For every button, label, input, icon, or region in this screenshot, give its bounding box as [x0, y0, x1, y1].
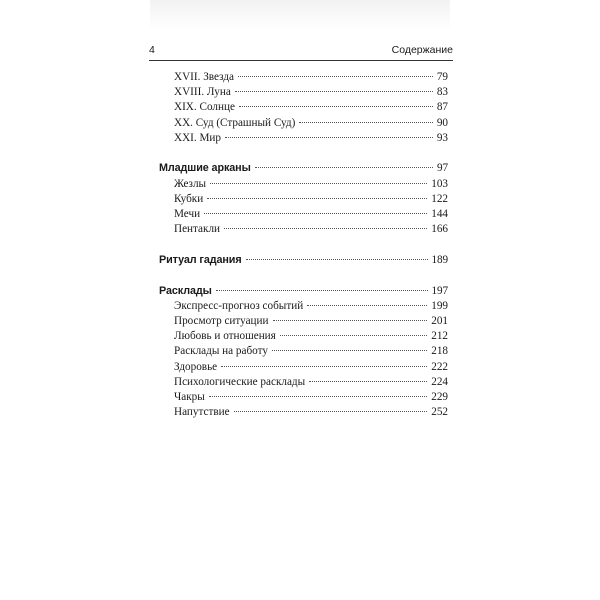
toc-entry-label: Расклады на работу: [174, 345, 268, 358]
toc-entry-label: XVII. Звезда: [174, 71, 235, 83]
page-top-edge: [150, 0, 450, 30]
toc-entry-page: 93: [436, 131, 448, 144]
toc-entry[interactable]: [159, 375, 448, 390]
toc-entry[interactable]: [159, 192, 448, 207]
toc-entry-label: Любовь и отношения: [174, 330, 276, 343]
toc-entry-page: 222: [431, 360, 448, 373]
toc-entry-label: Просмотр ситуации: [174, 314, 269, 327]
toc-entry-label: XXI. Мир: [174, 131, 222, 144]
dot-leader: [238, 76, 433, 77]
toc-section-label: Расклады: [159, 284, 212, 297]
toc-entry-page: 252: [431, 406, 448, 419]
toc-entry-page: 83: [436, 86, 448, 99]
toc-entry-label: Напутствие: [174, 406, 230, 419]
section-spacer: [159, 146, 448, 162]
running-title: Содержание: [391, 44, 453, 56]
toc-entry-page: 90: [436, 116, 448, 129]
dot-leader: [255, 167, 433, 168]
toc-entry[interactable]: [159, 131, 448, 146]
table-of-contents: [159, 70, 448, 420]
toc-section-spreads[interactable]: [159, 284, 448, 299]
toc-entry-label: Пентакли: [174, 223, 221, 236]
toc-entry-page: 87: [436, 101, 448, 114]
toc-section-page: 197: [431, 284, 448, 297]
toc-entry-page: 103: [431, 177, 448, 190]
toc-entry[interactable]: [159, 207, 448, 222]
toc-entry[interactable]: [159, 222, 448, 237]
toc-entry[interactable]: [159, 177, 448, 192]
toc-section-ritual[interactable]: [159, 253, 448, 268]
toc-entry-page: 166: [431, 223, 448, 236]
toc-entry[interactable]: [159, 70, 448, 85]
dot-leader: [216, 290, 428, 291]
toc-entry[interactable]: [159, 299, 448, 314]
toc-entry-page: 122: [431, 192, 448, 205]
toc-entry-page: 201: [431, 314, 448, 327]
toc-entry-label: XIX. Солнце: [174, 101, 235, 114]
toc-entry-label: Психологические расклады: [174, 375, 306, 388]
toc-entry-label: Здоровье: [174, 360, 218, 373]
dot-leader: [239, 106, 433, 107]
toc-entry-label: Чакры: [174, 390, 205, 403]
toc-entry[interactable]: [159, 85, 448, 100]
toc-section-page: 189: [431, 253, 448, 266]
dot-leader: [210, 183, 427, 184]
dot-leader: [280, 335, 427, 336]
toc-entry-label: XVIII. Луна: [174, 86, 231, 99]
dot-leader: [221, 366, 427, 367]
toc-section-page: 97: [437, 162, 448, 175]
toc-entry[interactable]: [159, 100, 448, 115]
toc-entry-page: 199: [431, 299, 448, 312]
dot-leader: [225, 137, 433, 138]
toc-section-label: Ритуал гадания: [159, 253, 242, 266]
section-spacer: [159, 237, 448, 253]
dot-leader: [273, 320, 428, 321]
toc-section-minor-arcana[interactable]: [159, 161, 448, 176]
page-header: [149, 44, 453, 60]
toc-entry-label: Мечи: [174, 208, 201, 220]
toc-entry[interactable]: [159, 360, 448, 375]
dot-leader: [246, 259, 428, 260]
toc-entry-label: XX. Суд (Страшный Суд): [174, 116, 296, 129]
toc-entry-label: Экспресс-прогноз событий: [174, 299, 304, 312]
dot-leader: [204, 213, 427, 214]
page-number: 4: [149, 44, 155, 56]
toc-section-label: Младшие арканы: [159, 162, 251, 175]
toc-entry-label: Жезлы: [174, 177, 207, 190]
toc-entry[interactable]: [159, 390, 448, 405]
toc-entry-page: 79: [436, 71, 448, 83]
dot-leader: [235, 91, 433, 92]
toc-entry-page: 212: [431, 330, 448, 343]
toc-entry[interactable]: [159, 405, 448, 420]
toc-entry-page: 218: [431, 345, 448, 358]
toc-entry[interactable]: [159, 344, 448, 359]
dot-leader: [307, 305, 427, 306]
dot-leader: [272, 350, 427, 351]
toc-entry-label: Кубки: [174, 192, 204, 205]
dot-leader: [207, 198, 427, 199]
dot-leader: [309, 381, 427, 382]
toc-entry[interactable]: [159, 116, 448, 131]
dot-leader: [209, 396, 427, 397]
dot-leader: [224, 228, 427, 229]
section-spacer: [159, 268, 448, 284]
header-rule: [149, 60, 453, 61]
dot-leader: [234, 411, 428, 412]
toc-entry[interactable]: [159, 329, 448, 344]
dot-leader: [299, 122, 432, 123]
toc-entry-page: 144: [431, 208, 448, 220]
toc-entry-page: 229: [431, 390, 448, 403]
toc-entry[interactable]: [159, 314, 448, 329]
toc-entry-page: 224: [431, 375, 448, 388]
